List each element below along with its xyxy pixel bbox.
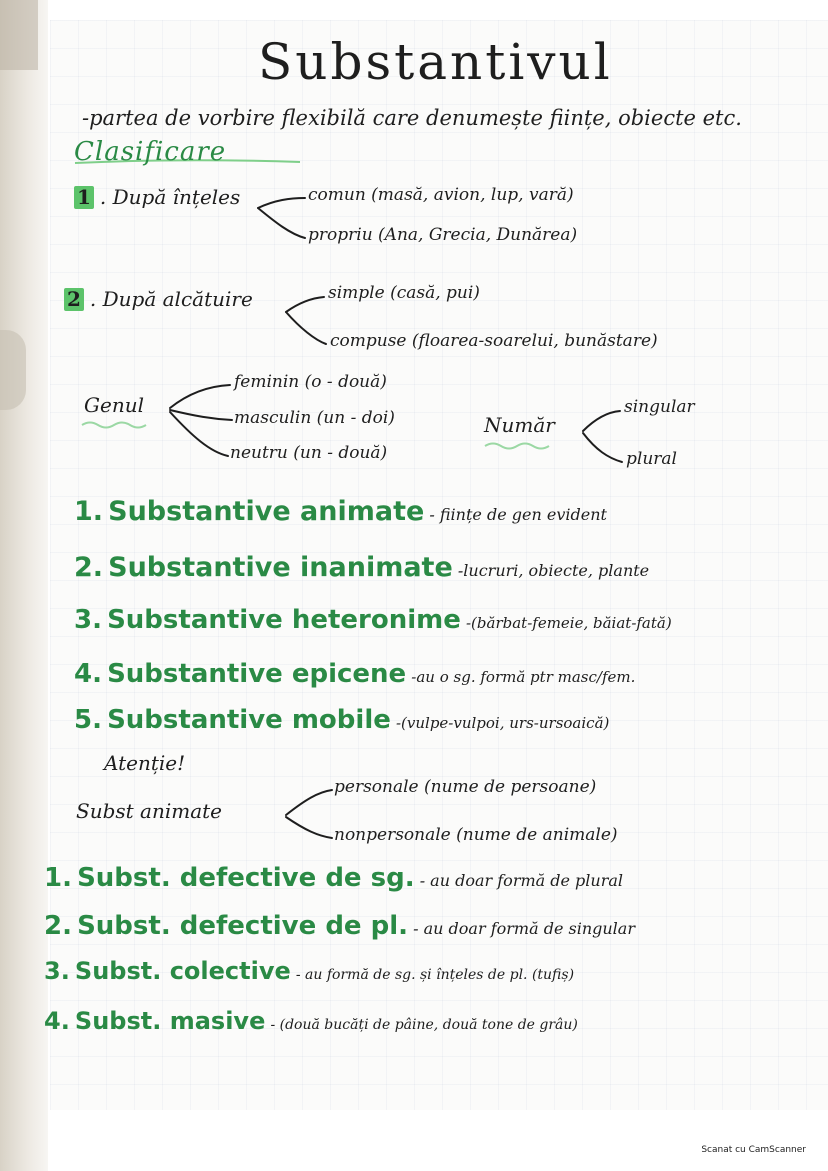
list-item (44, 958, 574, 986)
list-item (74, 706, 609, 736)
defective-name: Subst. colective (74, 957, 291, 985)
classification-label: . După înțeles (99, 185, 241, 209)
type-name: Substantive inanimate (108, 552, 453, 583)
type-number: 4. (74, 659, 102, 689)
number-singular: singular (624, 397, 695, 417)
number-plural: plural (626, 449, 677, 469)
defective-description: - au doar formă de plural (419, 871, 624, 890)
animate-nouns-label: Subst animate (76, 799, 223, 823)
branch-nonpersonal: nonpersonale (nume de animale) (334, 825, 618, 845)
defective-name: Subst. masive (74, 1007, 266, 1035)
list-item (74, 552, 649, 583)
defective-number: 4. (44, 1007, 70, 1035)
type-description: -au o sg. formă ptr masc/fem. (411, 668, 636, 686)
type-name: Substantive animate (108, 496, 425, 527)
branch-simple-noun: simple (casă, pui) (328, 283, 480, 303)
type-number: 1. (74, 496, 104, 527)
type-description: -lucruri, obiecte, plante (457, 561, 650, 580)
type-description: -(vulpe-vulpoi, urs-ursoaică) (395, 714, 610, 732)
list-item (74, 496, 607, 527)
scanner-watermark: Scanat cu CamScanner (701, 1145, 806, 1155)
branch-proper-noun: propriu (Ana, Grecia, Dunărea) (308, 225, 578, 245)
type-name: Substantive heteronime (107, 605, 461, 635)
defective-number: 3. (44, 957, 70, 985)
list-item (44, 912, 635, 942)
type-description: - ființe de gen evident (429, 505, 607, 524)
classification-by-structure (64, 288, 253, 311)
attention-note: Atenție! (104, 751, 186, 775)
defective-description: - au formă de sg. și înțeles de pl. (tufiș) (295, 967, 575, 983)
branch-common-noun: comun (masă, avion, lup, vară) (308, 185, 574, 205)
classification-label: . După alcătuire (89, 287, 253, 311)
defective-description: - au doar formă de singular (413, 919, 635, 938)
type-number: 2. (74, 552, 104, 583)
classification-heading: Clasificare (74, 137, 227, 167)
type-description: -(bărbat-femeie, băiat-fată) (465, 614, 672, 632)
definition-text: -partea de vorbire flexibilă care denumește ființe, obiecte etc. (82, 106, 742, 130)
number-marker: 2 (64, 288, 84, 311)
type-name: Substantive mobile (107, 705, 391, 735)
defective-number: 2. (44, 911, 72, 941)
gender-neuter: neutru (un - două) (230, 443, 388, 463)
list-item (44, 1008, 578, 1036)
defective-description: - (două bucăți de pâine, două tone de grâu) (270, 1017, 578, 1033)
number-marker: 1 (74, 186, 94, 209)
branch-compound-noun: compuse (floarea-soarelui, bunăstare) (330, 331, 658, 351)
defective-name: Subst. defective de sg. (77, 863, 415, 893)
defective-name: Subst. defective de pl. (77, 911, 409, 941)
list-item (44, 864, 623, 894)
classification-by-meaning (74, 186, 240, 209)
gender-label: Genul (84, 393, 144, 417)
gender-masculine: masculin (un - doi) (234, 408, 395, 428)
type-name: Substantive epicene (107, 659, 407, 689)
list-item (74, 606, 672, 636)
number-label: Număr (484, 413, 555, 437)
defective-number: 1. (44, 863, 72, 893)
page-title: Substantivul (258, 33, 613, 91)
gender-feminine: feminin (o - două) (234, 372, 387, 392)
branch-personal: personale (nume de persoane) (334, 777, 597, 797)
type-number: 5. (74, 705, 102, 735)
type-number: 3. (74, 605, 102, 635)
list-item (74, 660, 635, 690)
